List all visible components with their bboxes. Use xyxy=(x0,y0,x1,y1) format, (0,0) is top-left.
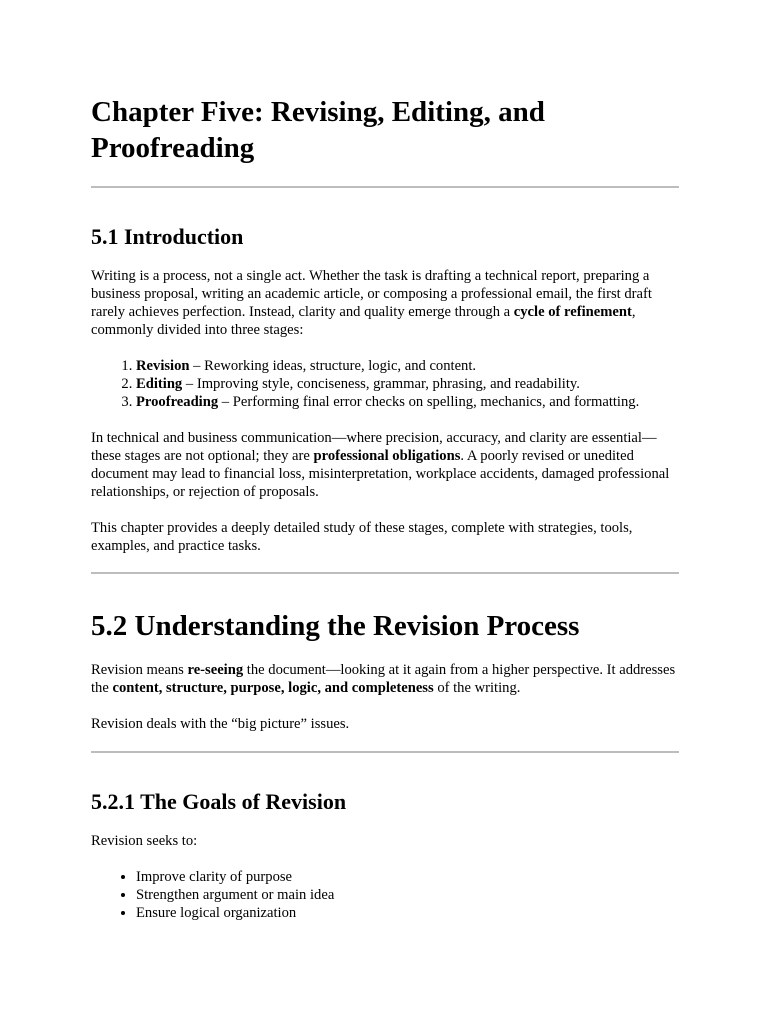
text-run: Revision means xyxy=(91,662,188,678)
bold-run: content, structure, purpose, logic, and completeness xyxy=(112,680,434,696)
list-item xyxy=(136,393,679,411)
chapter-title: Chapter Five: Revising, Editing, and Proofreading xyxy=(91,96,545,164)
section-heading-5-1: 5.1 Introduction xyxy=(91,224,244,249)
stages-list xyxy=(91,357,679,411)
goals-list xyxy=(91,868,679,922)
section-heading-5-2-1: 5.2.1 The Goals of Revision xyxy=(91,789,347,814)
intro-paragraph-bold: cycle of refinement xyxy=(513,304,632,320)
stage-term: Revision xyxy=(136,358,190,374)
section-heading-5-2: 5.2 Understanding the Revision Process xyxy=(91,610,580,642)
goals-intro: Revision seeks to: xyxy=(91,833,198,849)
document-content xyxy=(91,94,679,922)
obligations-paragraph-text: In technical and business communication—where precision, accuracy, and clarity are essential—these stages are not optional; they are xyxy=(91,430,657,464)
stage-term: Proofreading xyxy=(136,394,219,410)
stage-desc: – Improving style, conciseness, grammar, phrasing, and readability. xyxy=(182,376,580,392)
revision-definition-paragraph xyxy=(91,661,679,697)
list-item xyxy=(136,375,679,393)
chapter-overview-paragraph: This chapter provides a deeply detailed study of these stages, complete with strategies, tools, examples, and practice tasks. xyxy=(91,520,633,554)
bold-run: re-seeing xyxy=(187,662,244,678)
obligations-paragraph-tail: . A poorly revised or unedited document may lead to financial loss, misinterpretation, workplace accidents, damaged professional relationships, or rejection of proposals. xyxy=(91,448,670,500)
stage-desc: – Reworking ideas, structure, logic, and content. xyxy=(189,358,477,374)
text-run: the document—looking at it again from a higher perspective. It addresses the xyxy=(91,662,676,696)
text-run: of the writing. xyxy=(433,680,521,696)
list-item: • Ensure logical organization xyxy=(136,904,679,922)
intro-paragraph-text: Writing is a process, not a single act. Whether the task is drafting a technical report, preparing a business proposal, writing an academic article, or composing a professional email, the first draft rarely achieves perfection. Instead, clarity and quality emerge through a xyxy=(91,268,652,320)
obligations-paragraph xyxy=(91,429,679,501)
stage-desc: – Performing final error checks on spelling, mechanics, and formatting. xyxy=(218,394,640,410)
list-item: • Improve clarity of purpose xyxy=(136,868,679,886)
stage-term: Editing xyxy=(136,376,183,392)
intro-paragraph xyxy=(91,267,679,339)
big-picture-paragraph: Revision deals with the “big picture” issues. xyxy=(91,716,350,732)
intro-paragraph-tail: , commonly divided into three stages: xyxy=(91,304,636,338)
obligations-paragraph-bold: professional obligations xyxy=(313,448,461,464)
list-item: • Strengthen argument or main idea xyxy=(136,886,679,904)
list-item xyxy=(136,357,679,375)
